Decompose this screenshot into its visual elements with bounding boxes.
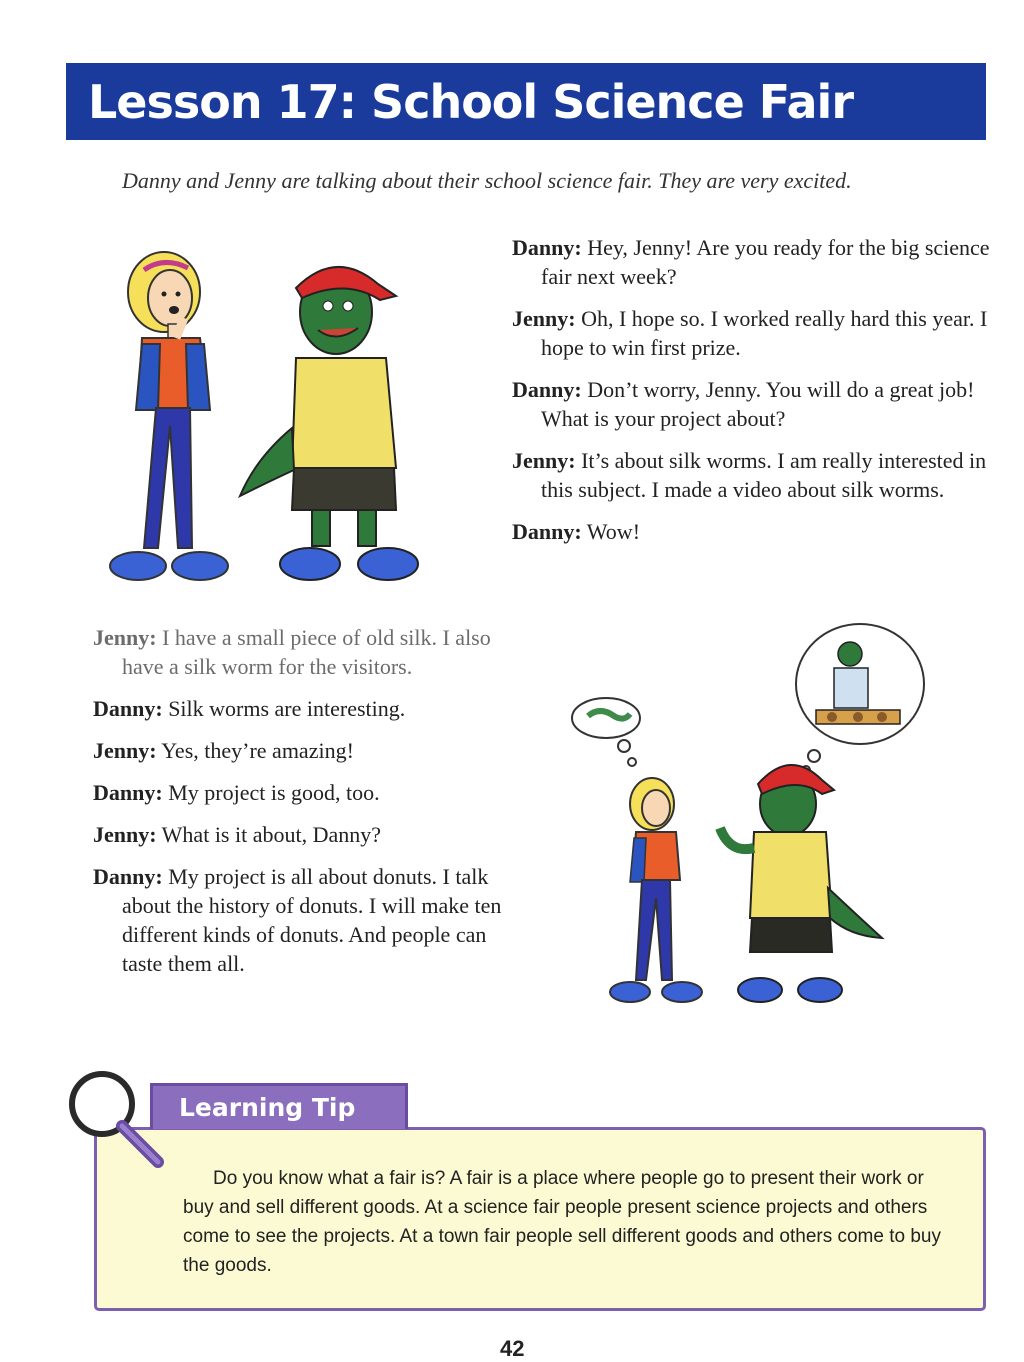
line-text: Silk worms are interesting. (168, 696, 406, 721)
dialogue-line (93, 694, 523, 723)
line-text: Don’t worry, Jenny. You will do a great job! What is your project about? (541, 377, 975, 431)
speaker: Danny: (512, 519, 582, 544)
speaker: Danny: (93, 864, 163, 889)
line-text: It’s about silk worms. I am really interested in this subject. I made a video about silk worms. (541, 448, 987, 502)
learning-tip-label: Learning Tip (179, 1093, 356, 1122)
speaker: Jenny: (93, 822, 157, 847)
thought-bubble-donuts (796, 624, 924, 774)
lesson-title-bar (66, 63, 986, 140)
speaker: Jenny: (93, 625, 157, 650)
line-text: I have a small piece of old silk. I also have a silk worm for the visitors. (122, 625, 491, 679)
learning-tip-tab (150, 1083, 408, 1129)
speaker: Danny: (93, 780, 163, 805)
lesson-title: Lesson 17: School Science Fair (88, 74, 854, 129)
dialogue-line (93, 778, 523, 807)
line-text: My project is good, too. (168, 780, 380, 805)
dialogue-line (512, 517, 992, 546)
dialogue-bottom (93, 623, 523, 991)
speaker: Danny: (512, 377, 582, 402)
dialogue-top (512, 233, 992, 559)
speaker: Jenny: (93, 738, 157, 763)
kids-standing-illustration (96, 248, 436, 593)
dialogue-line (93, 736, 523, 765)
intro-text: Danny and Jenny are talking about their school science fair. They are very excited. (122, 168, 852, 193)
line-text: What is it about, Danny? (161, 822, 382, 847)
dialogue-line (512, 233, 992, 291)
line-text: Oh, I hope so. I worked really hard this year. I hope to win first prize. (541, 306, 988, 360)
dialogue-line (93, 862, 523, 978)
line-text: Wow! (586, 519, 641, 544)
dialogue-line (512, 375, 992, 433)
page-number: 42 (500, 1336, 525, 1361)
dialogue-line (512, 304, 992, 362)
speaker: Jenny: (512, 306, 576, 331)
line-text: My project is all about donuts. I talk about the history of donuts. I will make ten different kinds of donuts. And people can taste them all. (122, 864, 502, 976)
magnifying-glass-icon (58, 1064, 178, 1174)
learning-tip-box (94, 1127, 986, 1311)
speaker: Jenny: (512, 448, 576, 473)
learning-tip-text: Do you know what a fair is? A fair is a place where people go to present their work or buy and sell different goods. At a science fair people present science projects and others come to see the projects. At a town fair people sell different goods and others come to buy the goods. (183, 1168, 941, 1276)
danny-figure (240, 267, 418, 580)
dialogue-line (93, 820, 523, 849)
jenny-small-figure (610, 778, 702, 1002)
speaker: Danny: (512, 235, 582, 260)
dialogue-line (512, 446, 992, 504)
thought-bubble-silkworm (572, 698, 640, 766)
speaker: Danny: (93, 696, 163, 721)
jenny-figure (110, 252, 228, 580)
kids-thinking-illustration (570, 618, 940, 1018)
dialogue-line (93, 623, 523, 681)
danny-small-figure (720, 765, 882, 1002)
line-text: Hey, Jenny! Are you ready for the big science fair next week? (541, 235, 990, 289)
line-text: Yes, they’re amazing! (161, 738, 354, 763)
